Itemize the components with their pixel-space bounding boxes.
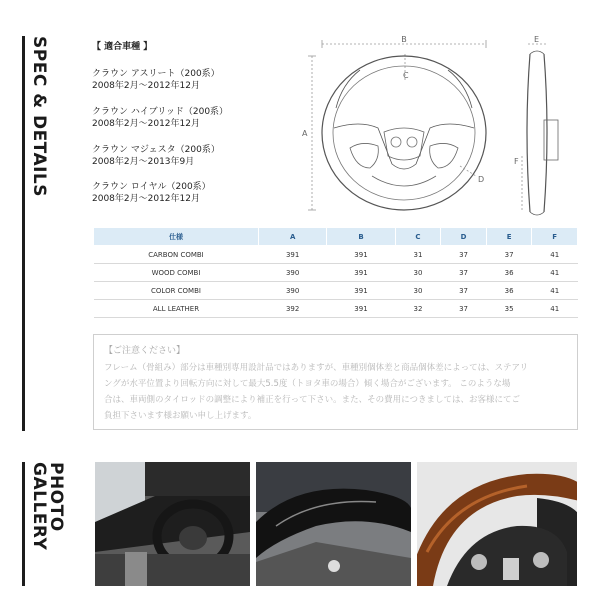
table-row: [94, 300, 578, 318]
dimension-label-a: A: [302, 129, 308, 138]
table-cell: COLOR COMBI: [94, 282, 259, 300]
dimension-label-f: F: [514, 157, 519, 166]
table-cell: 41: [532, 300, 578, 318]
dimension-label-c: C: [403, 71, 409, 80]
table-cell: 36: [486, 282, 532, 300]
gallery-section-rule: [22, 462, 25, 586]
carbon-wheel-closeup-photo: [256, 462, 411, 586]
header-cell: F: [532, 228, 578, 246]
wood-wheel-closeup-photo: [417, 462, 577, 586]
notice-title: 【ご注意ください】: [104, 346, 186, 356]
table-cell: 37: [441, 246, 487, 264]
table-cell: 37: [441, 282, 487, 300]
table-cell: 30: [395, 264, 441, 282]
table-cell: 32: [395, 300, 441, 318]
model-item: [92, 106, 228, 130]
table-cell: 41: [532, 264, 578, 282]
spec-table-header: [94, 228, 578, 246]
notice-line: 負担下さいます様お願い申し上げます。: [104, 411, 257, 421]
table-cell: 30: [395, 282, 441, 300]
table-cell: 41: [532, 246, 578, 264]
notice-line: フレーム（骨組み）部分は車種別専用設計品ではありますが、車種別個体差と商品個体差によっては、ステアリ: [104, 363, 529, 373]
notice-line: ングが水平位置より回転方向に対して最大5.5度（トヨタ車の場合）傾く場合がございます。 このような場: [104, 379, 511, 389]
table-cell: 391: [259, 246, 327, 264]
table-cell: ALL LEATHER: [94, 300, 259, 318]
dimension-label-e: E: [534, 36, 540, 44]
car-interior-photo: [95, 462, 250, 586]
model-period: 2008年2月〜2012年12月: [92, 81, 200, 91]
spec-section-rule: [22, 36, 25, 431]
model-name: クラウン ロイヤル（200系）: [92, 182, 211, 192]
table-row: [94, 264, 578, 282]
table-cell: 390: [259, 264, 327, 282]
steering-wheel-front-diagram: [300, 36, 500, 220]
compat-heading: 【 適合車種 】: [92, 42, 153, 52]
header-cell: D: [441, 228, 487, 246]
spec-section-title: SPEC & DETAILS: [29, 36, 49, 198]
model-period: 2008年2月〜2012年12月: [92, 194, 200, 204]
model-name: クラウン ハイブリッド（200系）: [92, 107, 229, 117]
header-cell: E: [486, 228, 532, 246]
spec-table: [93, 227, 578, 318]
table-row: [94, 246, 578, 264]
gallery-section-title: PHOTO GALLERY: [29, 462, 66, 551]
header-cell: A: [259, 228, 327, 246]
table-cell: 41: [532, 282, 578, 300]
table-cell: 390: [259, 282, 327, 300]
model-name: クラウン アスリート（200系）: [92, 69, 220, 79]
table-cell: 37: [441, 264, 487, 282]
model-period: 2008年2月〜2013年9月: [92, 157, 195, 167]
table-cell: 37: [486, 246, 532, 264]
table-cell: 35: [486, 300, 532, 318]
steering-wheel-side-diagram: [510, 36, 570, 220]
header-cell: 仕様: [94, 228, 259, 246]
table-cell: WOOD COMBI: [94, 264, 259, 282]
table-cell: 31: [395, 246, 441, 264]
model-period: 2008年2月〜2012年12月: [92, 119, 200, 129]
header-cell: C: [395, 228, 441, 246]
dimension-label-b: B: [401, 36, 407, 44]
notice-line: 合は、車両側のタイロッドの調整により補正を行って下さい。また、その費用につきましては、お客様にてご: [104, 395, 520, 405]
table-cell: 391: [327, 300, 395, 318]
table-cell: 392: [259, 300, 327, 318]
model-name: クラウン マジェスタ（200系）: [92, 145, 220, 155]
model-item: [92, 181, 211, 205]
notice-box: [93, 334, 578, 430]
table-cell: CARBON COMBI: [94, 246, 259, 264]
table-cell: 391: [327, 282, 395, 300]
table-cell: 36: [486, 264, 532, 282]
table-cell: 391: [327, 246, 395, 264]
header-cell: B: [327, 228, 395, 246]
model-item: [92, 144, 220, 168]
table-row: [94, 282, 578, 300]
table-cell: 37: [441, 300, 487, 318]
dimension-label-d: D: [478, 175, 485, 184]
model-item: [92, 68, 220, 92]
table-cell: 391: [327, 264, 395, 282]
